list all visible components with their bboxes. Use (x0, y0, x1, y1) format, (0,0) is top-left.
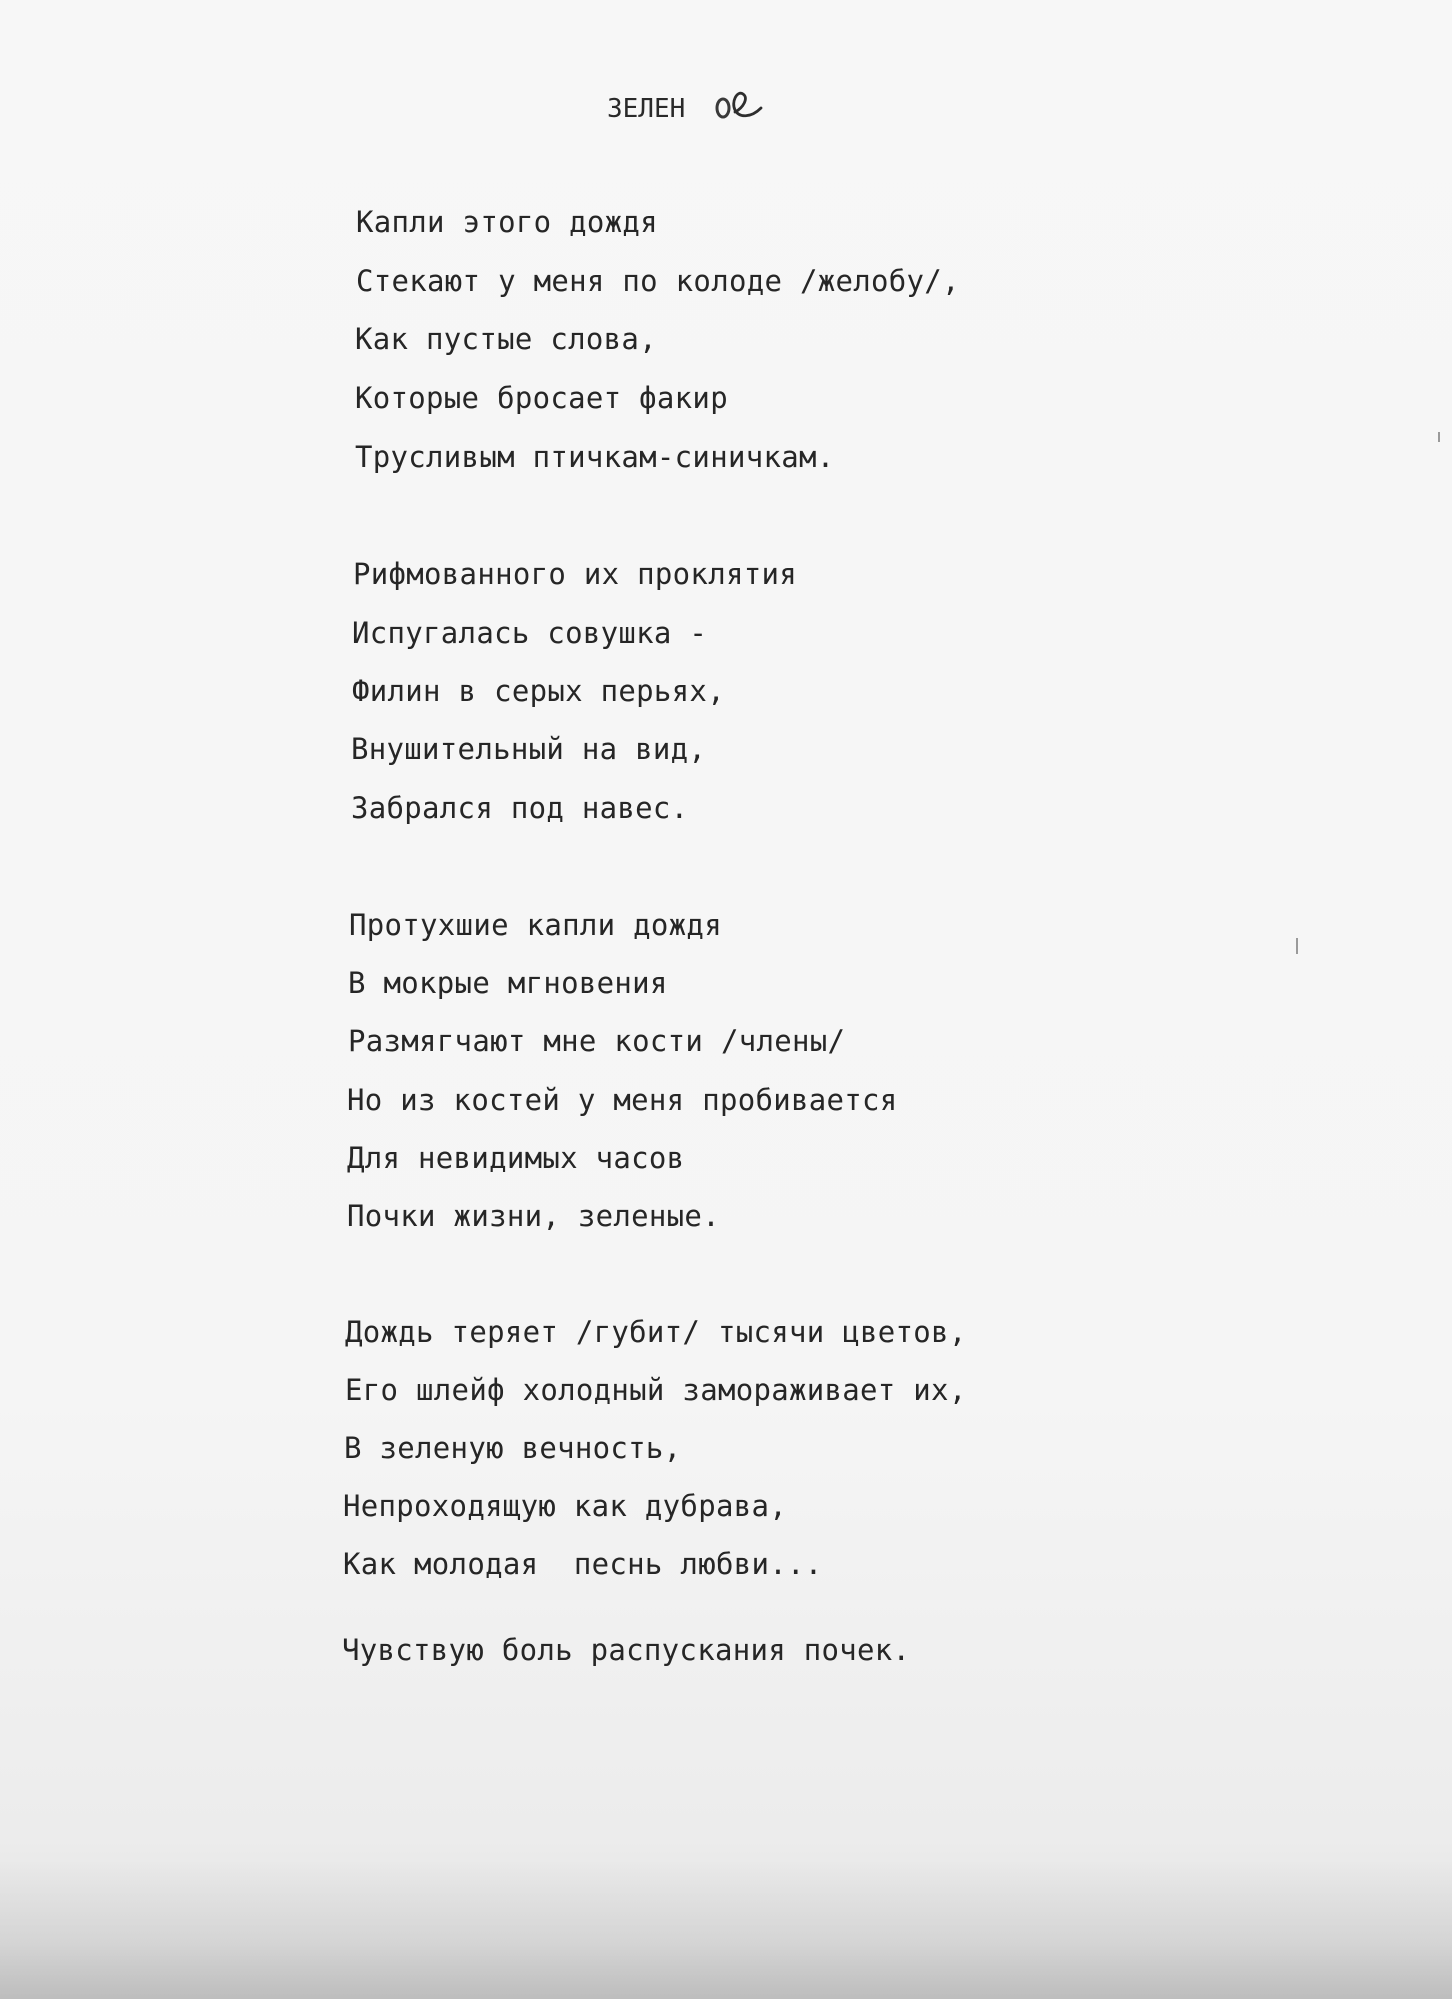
poem-line: Непроходящую как дубрава, (343, 1489, 787, 1523)
poem-line: Его шлейф холодный замораживает их, (345, 1373, 967, 1407)
poem-line: Чувствую боль распускания почек. (342, 1633, 911, 1667)
poem-line: Для невидимых часов (347, 1141, 685, 1175)
poem-line: Которые бросает факир (355, 381, 728, 415)
poem-line: Как молодая песнь любви... (343, 1547, 823, 1581)
poem-line: Почки жизни, зеленые. (347, 1199, 720, 1233)
poem-line: Испугалась совушка - (352, 616, 708, 650)
poem-line: Протухшие капли дождя (349, 908, 722, 942)
poem-line: Внушительный на вид, (351, 732, 707, 766)
poem-line: Рифмованного их проклятия (353, 557, 797, 591)
poem-line: Капли этого дождя (356, 205, 658, 239)
title-text: ЗЕЛЕН (607, 94, 686, 124)
poem-line: Стекают у меня по колоде /желобу/, (356, 264, 960, 298)
poem-line: Размягчают мне кости /члены/ (348, 1024, 846, 1058)
poem-line: Филин в серых перьях, (352, 674, 725, 708)
poem-line: Забрался под навес. (351, 791, 689, 825)
poem-line: Как пустые слова, (355, 322, 657, 356)
poem-line: Но из костей у меня пробивается (347, 1083, 898, 1117)
poem-line: В мокрые мгновения (348, 966, 668, 1000)
poem-line: В зеленую вечность, (344, 1431, 682, 1465)
poem-line: Дождь теряет /губит/ тысячи цветов, (345, 1315, 967, 1349)
poem-line: Трусливым птичкам-синичкам. (355, 440, 835, 474)
